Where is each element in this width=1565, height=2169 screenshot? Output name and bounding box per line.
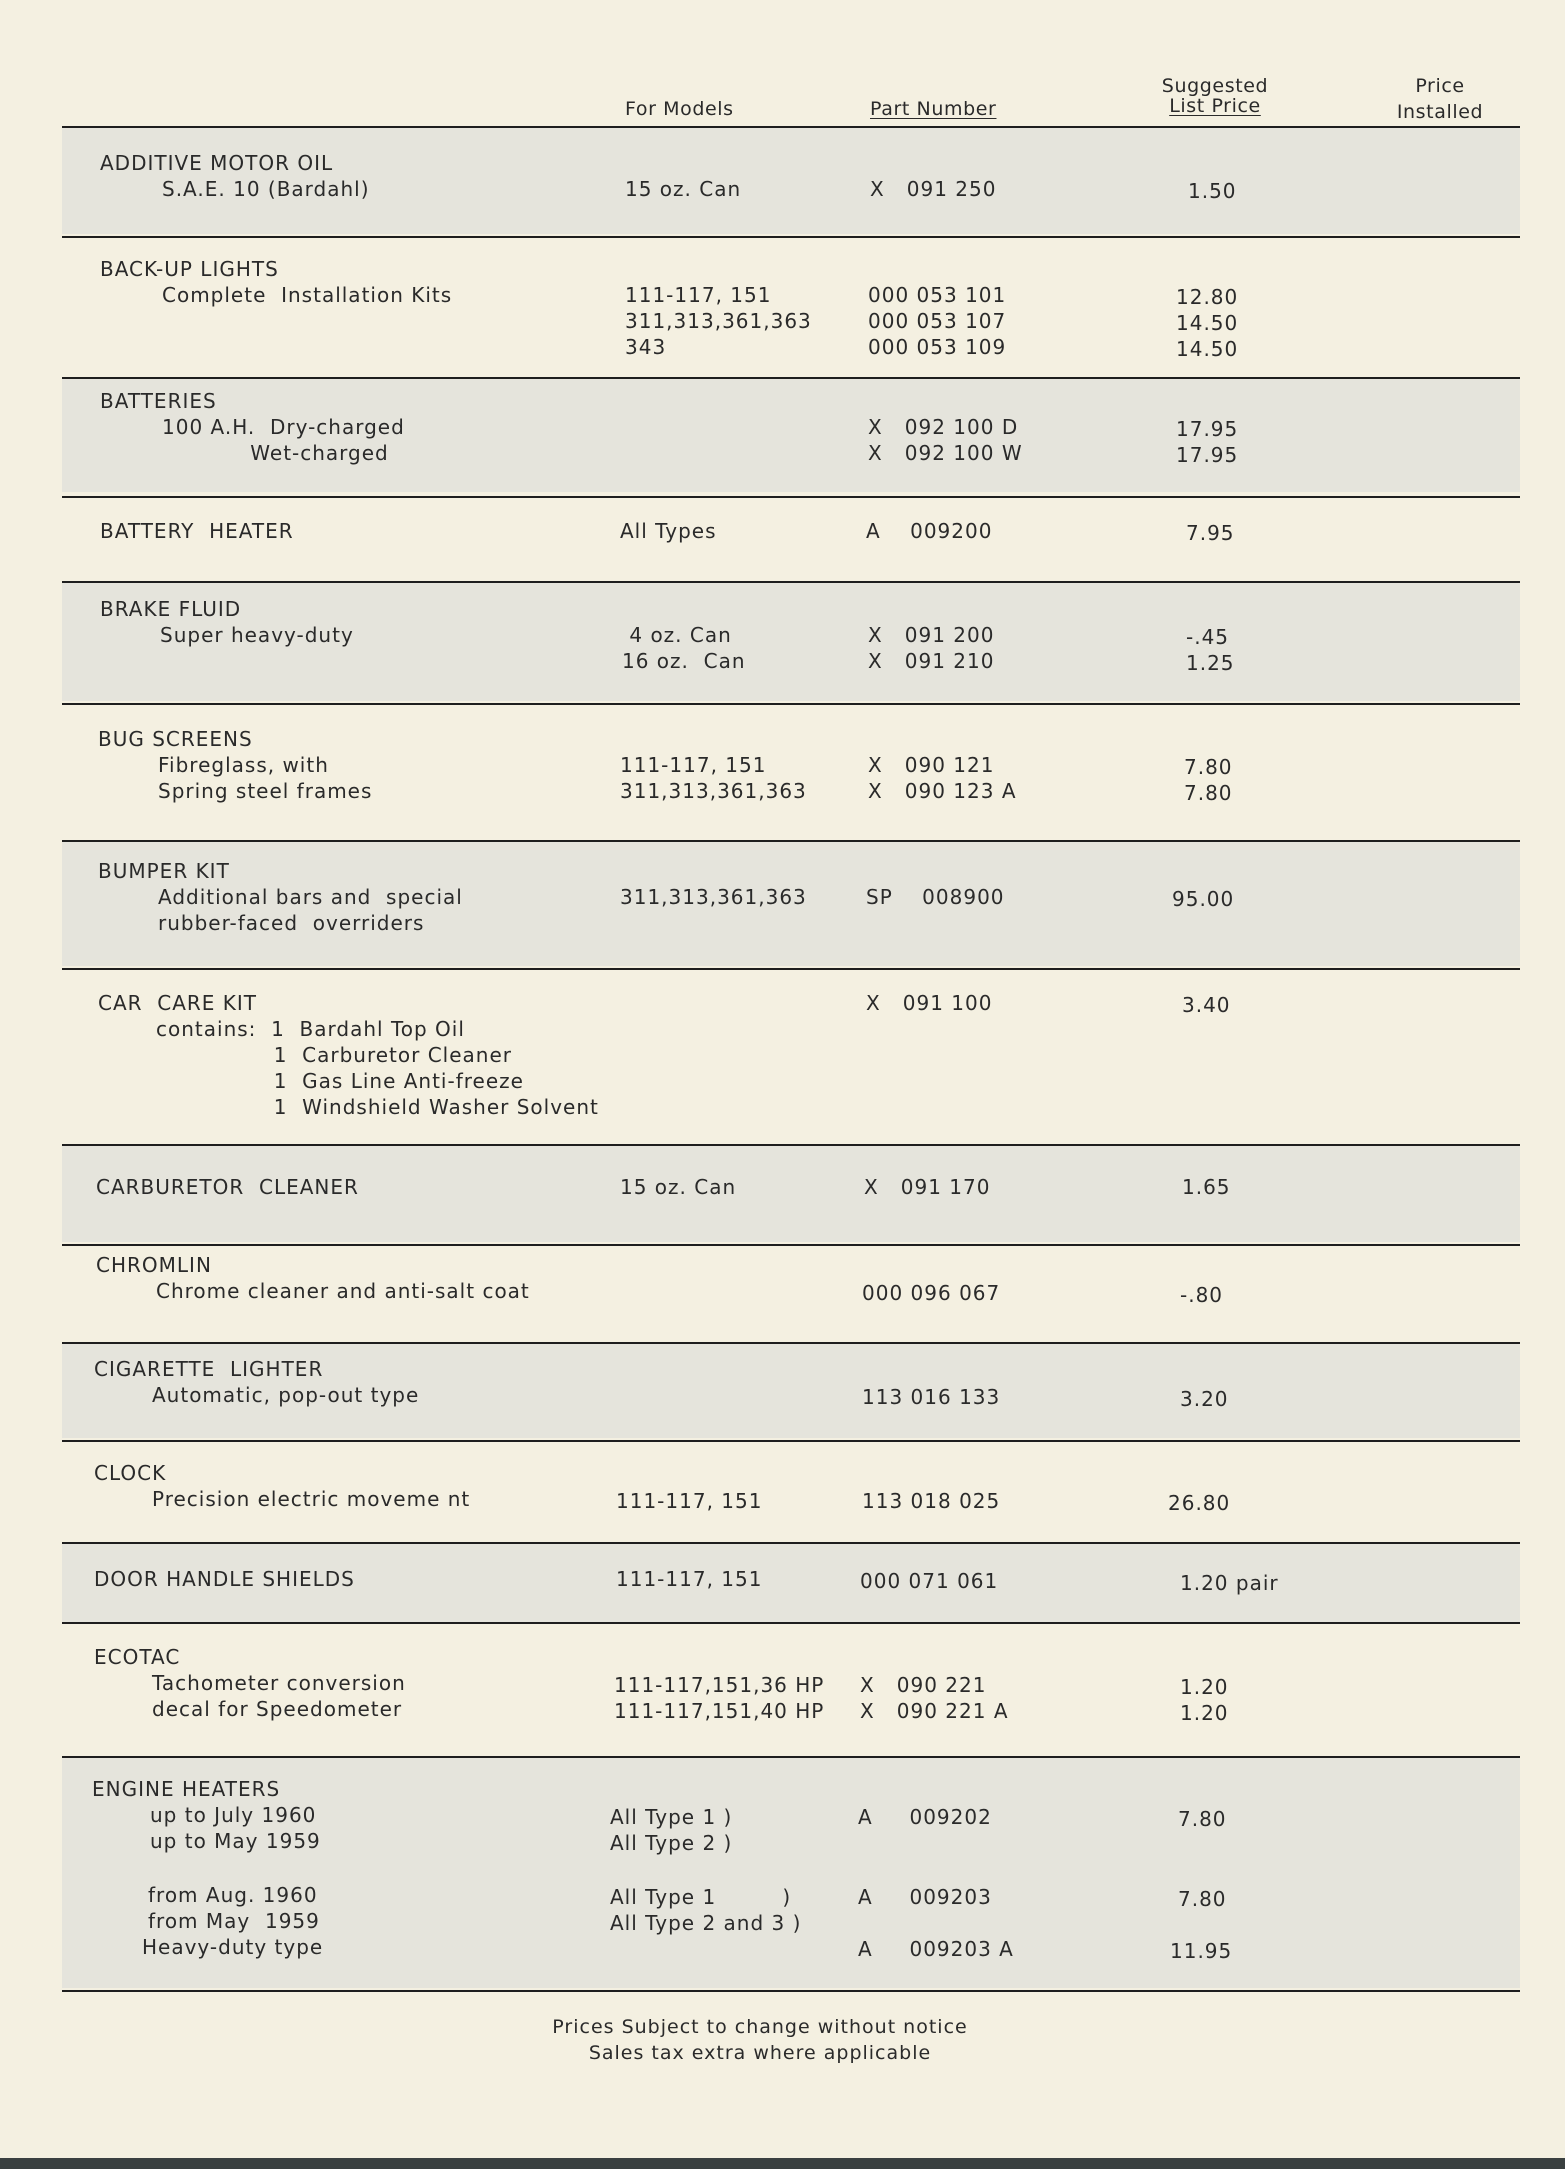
part-number-cell: 000 053 101 <box>868 283 1007 307</box>
part-number-cell: A 009200 <box>866 519 993 543</box>
row-divider <box>62 1244 1520 1246</box>
footer-tax-notice: Sales tax extra where applicable <box>588 2042 932 2064</box>
part-number-cell: X 091 170 <box>864 1175 991 1199</box>
item-title: CAR CARE KIT <box>98 991 258 1015</box>
header-price-line1: Price <box>1415 75 1465 97</box>
part-number-cell: 000 053 109 <box>868 335 1007 359</box>
models-cell: 111-117, 151 <box>620 753 767 777</box>
part-number-cell: 000 096 067 <box>862 1281 1001 1305</box>
item-sub-line: Chrome cleaner and anti-salt coat <box>156 1279 530 1303</box>
item-sub-line: 100 A.H. Dry-charged <box>162 415 405 439</box>
part-number-cell: SP 008900 <box>866 885 1005 909</box>
item-title: BATTERIES <box>100 389 217 413</box>
header-list-price-line2: List Price <box>1169 95 1261 117</box>
header-price-installed <box>1380 76 1500 122</box>
row-divider <box>62 968 1520 970</box>
price-cell: 7.80 <box>1178 1887 1227 1911</box>
part-number-cell: X 091 250 <box>870 177 997 201</box>
header-for-models: For Models <box>625 98 734 120</box>
part-number-cell: X 091 210 <box>868 649 995 673</box>
price-cell: 26.80 <box>1168 1491 1231 1515</box>
row-divider <box>62 1440 1520 1442</box>
item-title: BUMPER KIT <box>98 859 230 883</box>
item-title: BACK-UP LIGHTS <box>100 257 279 281</box>
price-cell: 1.20 <box>1180 1675 1229 1699</box>
models-cell: 111-117, 151 <box>616 1489 763 1513</box>
item-title: CLOCK <box>94 1461 167 1485</box>
header-suggested-line1: Suggested <box>1161 75 1269 97</box>
models-cell: 311,313,361,363 <box>625 309 812 333</box>
models-cell: All Type 1 ) <box>610 1805 733 1829</box>
item-sub-line: 1 Windshield Washer Solvent <box>156 1095 599 1119</box>
item-title: BUG SCREENS <box>98 727 253 751</box>
part-number-cell: A 009203 A <box>858 1937 1014 1961</box>
price-cell: 3.40 <box>1182 993 1231 1017</box>
item-sub-line: Complete Installation Kits <box>162 283 453 307</box>
item-title: ADDITIVE MOTOR OIL <box>100 151 334 175</box>
header-suggested-list-price <box>1150 76 1280 116</box>
item-sub-line: Fibreglass, with <box>158 753 329 777</box>
item-title: CIGARETTE LIGHTER <box>94 1357 324 1381</box>
item-sub-line: S.A.E. 10 (Bardahl) <box>162 177 370 201</box>
models-cell: 15 oz. Can <box>625 177 742 201</box>
models-cell: All Types <box>620 519 717 543</box>
price-cell: 7.80 <box>1184 755 1233 779</box>
price-cell: 1.65 <box>1182 1175 1231 1199</box>
item-sub-line: from Aug. 1960 <box>148 1883 318 1907</box>
price-cell: 1.25 <box>1186 651 1235 675</box>
models-cell: 343 <box>625 335 667 359</box>
item-sub-line: Precision electric moveme nt <box>152 1487 471 1511</box>
part-number-cell: X 092 100 W <box>868 441 1023 465</box>
part-number-cell: X 090 123 A <box>868 779 1017 803</box>
price-cell: 17.95 <box>1176 443 1239 467</box>
price-cell: 7.80 <box>1178 1807 1227 1831</box>
price-cell: 11.95 <box>1170 1939 1233 1963</box>
part-number-cell: 000 071 061 <box>860 1569 999 1593</box>
item-sub-line: from May 1959 <box>148 1909 320 1933</box>
part-number-cell: 113 016 133 <box>862 1385 1001 1409</box>
item-sub-line: up to May 1959 <box>150 1829 321 1853</box>
item-sub-line: up to July 1960 <box>150 1803 317 1827</box>
part-number-cell: 000 053 107 <box>868 309 1007 333</box>
row-divider <box>62 236 1520 238</box>
part-number-cell: X 090 221 A <box>860 1699 1009 1723</box>
part-number-cell: X 092 100 D <box>868 415 1019 439</box>
item-sub-line: rubber-faced overriders <box>158 911 425 935</box>
price-cell: 3.20 <box>1180 1387 1229 1411</box>
item-title: ECOTAC <box>94 1645 181 1669</box>
item-sub-line: Wet-charged <box>162 441 389 465</box>
row-divider <box>62 496 1520 498</box>
price-cell: 95.00 <box>1172 887 1235 911</box>
price-cell: 14.50 <box>1176 311 1239 335</box>
models-cell: 16 oz. Can <box>622 649 746 673</box>
row-divider <box>62 1622 1520 1624</box>
item-title: BRAKE FLUID <box>100 597 242 621</box>
row-divider <box>62 703 1520 705</box>
item-sub-line: Heavy-duty type <box>142 1935 324 1959</box>
models-cell: 311,313,361,363 <box>620 779 807 803</box>
models-cell: 111-117, 151 <box>616 1567 763 1591</box>
item-sub-line: Automatic, pop-out type <box>152 1383 420 1407</box>
price-cell: 17.95 <box>1176 417 1239 441</box>
item-sub-line: 1 Gas Line Anti-freeze <box>156 1069 524 1093</box>
part-number-cell: 113 018 025 <box>862 1489 1001 1513</box>
footer-price-notice: Prices Subject to change without notice <box>552 2016 968 2038</box>
models-cell: 111-117, 151 <box>625 283 772 307</box>
price-cell: -.45 <box>1186 625 1230 649</box>
models-cell: 111-117,151,36 HP <box>614 1673 825 1697</box>
item-sub-line: Spring steel frames <box>158 779 373 803</box>
scan-edge-strip <box>0 2158 1565 2169</box>
part-number-cell: X 091 200 <box>868 623 995 647</box>
part-number-cell: A 009203 <box>858 1885 992 1909</box>
models-cell: 311,313,361,363 <box>620 885 807 909</box>
price-cell: 1.20 <box>1180 1701 1229 1725</box>
item-title: BATTERY HEATER <box>100 519 294 543</box>
item-sub-line: Super heavy-duty <box>160 623 354 647</box>
part-number-cell: A 009202 <box>858 1805 992 1829</box>
price-cell: 1.50 <box>1188 179 1237 203</box>
price-cell: 12.80 <box>1176 285 1239 309</box>
item-title: ENGINE HEATERS <box>92 1777 281 1801</box>
header-installed-line2: Installed <box>1396 101 1484 123</box>
models-cell: 15 oz. Can <box>620 1175 737 1199</box>
item-title: DOOR HANDLE SHIELDS <box>94 1567 355 1591</box>
models-cell: All Type 1 ) <box>610 1885 792 1909</box>
price-cell: 7.95 <box>1186 521 1235 545</box>
item-title: CHROMLIN <box>96 1253 212 1277</box>
price-cell: 1.20 pair <box>1180 1571 1279 1595</box>
row-divider <box>62 1990 1520 1992</box>
header-part-number: Part Number <box>870 98 997 120</box>
models-cell: All Type 2 and 3 ) <box>610 1911 802 1935</box>
item-sub-line: Tachometer conversion <box>152 1671 406 1695</box>
part-number-cell: X 090 121 <box>868 753 995 777</box>
part-number-cell: X 091 100 <box>866 991 993 1015</box>
models-cell: 111-117,151,40 HP <box>614 1699 825 1723</box>
price-cell: -.80 <box>1180 1283 1224 1307</box>
price-cell: 7.80 <box>1184 781 1233 805</box>
part-number-cell: X 090 221 <box>860 1673 987 1697</box>
models-cell: 4 oz. Can <box>622 623 732 647</box>
item-title: CARBURETOR CLEANER <box>96 1175 359 1199</box>
price-cell: 14.50 <box>1176 337 1239 361</box>
item-sub-line: 1 Carburetor Cleaner <box>156 1043 513 1067</box>
models-cell: All Type 2 ) <box>610 1831 733 1855</box>
item-sub-line: decal for Speedometer <box>152 1697 403 1721</box>
item-sub-line: Additional bars and special <box>158 885 463 909</box>
item-sub-line: contains: 1 Bardahl Top Oil <box>156 1017 465 1041</box>
